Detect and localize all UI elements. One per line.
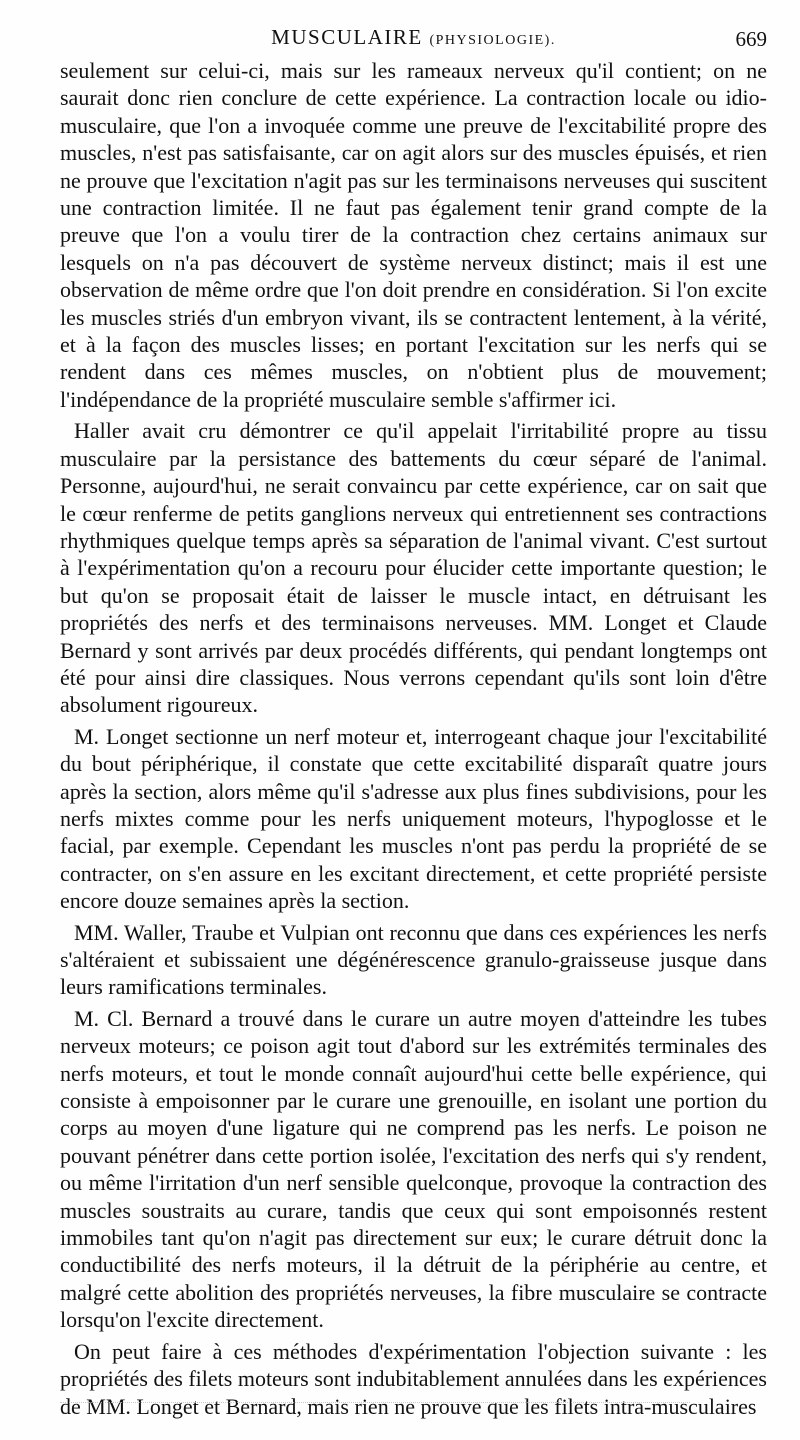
body-text [60,57,767,1420]
paragraph-continuation: seulement sur celui-ci, mais sur les rameaux nerveux qu'il contient; on ne saurait donc rien conclure de cette expérience. La contraction locale ou idio-musculaire, que l'on a invoquée comme une preuve de l'excitabilité propre des muscles, n'est pas satisfaisante, car on agit alors sur des muscles épuisés, et rien ne prouve que l'excitation n'agit pas sur les terminaisons nerveuses qui suscitent une contraction limitée. Il ne faut pas également tenir grand compte de la preuve que l'on a voulu tirer de la contraction chez certains animaux sur lesquels on n'a pas découvert de système nerveux distinct; mais il est une observation de même ordre que l'on doit prendre en considération. Si l'on excite les muscles striés d'un embryon vivant, ils se contractent lentement, à la vérité, et à la façon des muscles lisses; en portant l'excitation sur les nerfs qui se rendent dans ces mêmes muscles, on n'obtient plus de mouvement; l'indépendance de la propriété musculaire semble s'affirmer ici. [60,58,767,412]
scan-artifact-line [60,1402,690,1407]
paragraph-waller: MM. Waller, Traube et Vulpian ont reconnu que dans ces expériences les nerfs s'altéraient et subissaient une dégénérescence granulo-graisseuse jusque dans leurs ramifications terminales. [60,919,767,1000]
running-title [60,22,767,56]
running-title-main: MUSCULAIRE [271,25,423,49]
paragraph-objection: On peut faire à ces méthodes d'expérimentation l'objection suivante : les propriétés des filets moteurs sont indubitablement annulées dans les expériences de MM. Longet et Bernard, mais rien ne prouve que les filets intra-musculaires [60,1338,767,1419]
paragraph-longet: M. Longet sectionne un nerf moteur et, interrogeant chaque jour l'excitabilité du bout périphérique, il constate que cette excitabilité disparaît quatre jours après la section, alors même qu'il s'adresse aux plus fines subdivisions, pour les nerfs mixtes comme pour les nerfs uniquement moteurs, l'hypoglosse et le facial, par exemple. Cependant les muscles n'ont pas perdu la propriété de se contracter, on s'en assure en les excitant directement, et cette propriété persiste encore douze semaines après la section. [60,723,767,914]
paragraph-bernard: M. Cl. Bernard a trouvé dans le curare un autre moyen d'atteindre les tubes nerveux moteurs; ce poison agit tout d'abord sur les extrémités terminales des nerfs moteurs, et tout le monde connaît aujourd'hui cette belle expérience, qui consiste à empoisonner par le curare une grenouille, en isolant une portion du corps au moyen d'une ligature qui ne comprend pas les nerfs. Le poison ne pouvant pénétrer dans cette portion isolée, l'excitation des nerfs qui s'y rendent, ou même l'irritation d'un nerf sensible quelconque, provoque la contraction des muscles soustraits au curare, tandis que ceux qui sont empoisonnés restent immobiles tant qu'on n'agit pas directement sur eux; le curare détruit donc la conductibilité des nerfs moteurs, il la détruit de la périphérie au centre, et malgré cette abolition des propriétés nerveuses, la fibre musculaire se contracte lorsqu'on l'excite directement. [60,1005,767,1333]
paragraph-haller: Haller avait cru démontrer ce qu'il appelait l'irritabilité propre au tissu musculaire par la persistance des battements du cœur séparé de l'animal. Personne, aujourd'hui, ne serait convaincu par cette expérience, car on sait que le cœur renferme de petits ganglions nerveux qui entretiennent ses contractions rhythmiques quelque temps après sa séparation de l'animal vivant. C'est surtout à l'expérimentation qu'on a recouru pour élucider cette importante question; le but qu'on se proposait était de laisser le muscle intact, en détruisant les propriétés des nerfs et des terminaisons nerveuses. MM. Longet et Claude Bernard y sont arrivés par deux procédés différents, qui pendant longtemps ont été pour ainsi dire classiques. Nous verrons cependant qu'ils sont loin d'être absolument rigoureux. [60,418,767,718]
page-number: 669 [735,27,767,51]
running-title-subtitle: (PHYSIOLOGIE). [429,33,556,48]
running-header [60,22,767,52]
